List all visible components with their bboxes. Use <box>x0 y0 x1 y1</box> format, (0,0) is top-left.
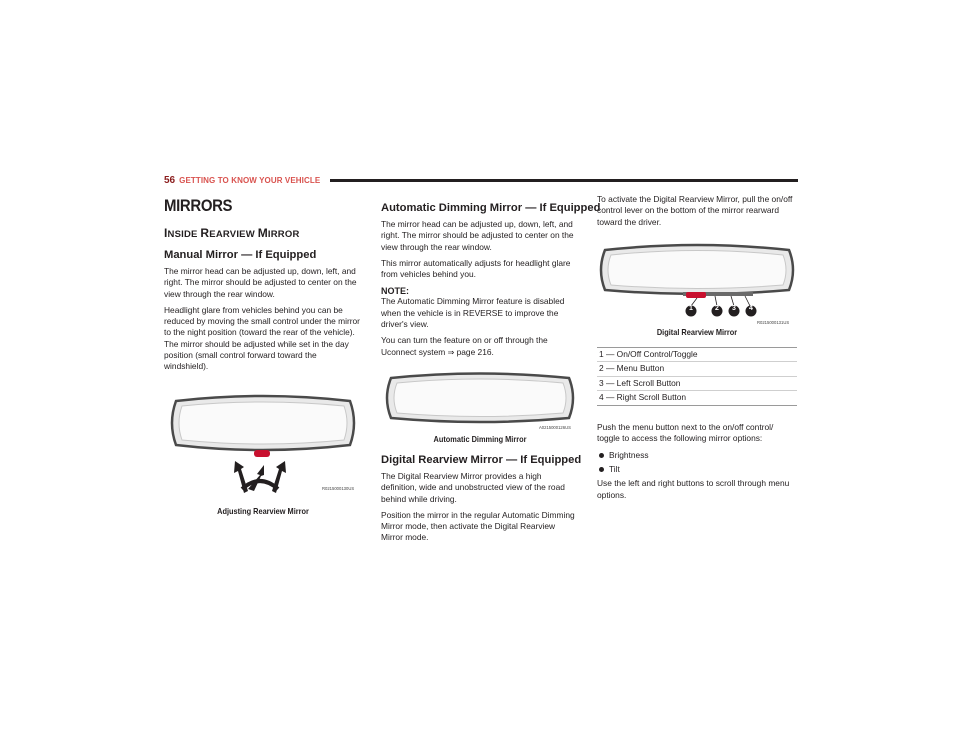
callout-1: 1 <box>689 304 693 312</box>
legend-row: 2 — Menu Button <box>597 362 797 376</box>
callout-legend <box>597 347 797 406</box>
paragraph: You can turn the feature on or off through the Uconnect system ⇒ page 216. <box>381 335 548 357</box>
figure-code: R0215000130US <box>322 485 355 491</box>
figure-caption: Automatic Dimming Mirror <box>433 434 527 444</box>
header-rule <box>330 179 798 182</box>
section-running-title: GETTING TO KNOW YOUR VEHICLE <box>179 175 321 185</box>
list-item: Tilt <box>597 463 797 477</box>
page-header <box>164 172 798 188</box>
note-text: The Automatic Dimming Mirror feature is disabled when the vehicle is in REVERSE to improve the driver's view. <box>381 296 565 330</box>
paragraph: To activate the Digital Rearview Mirror, pull the on/off control lever on the bottom of the mirror rearward toward the driver. <box>597 194 793 227</box>
paragraph: Headlight glare from vehicles behind you can be reduced by moving the small control under the mirror to the night position (toward the rear of the vehicle). The mirror should be adjusted while set in the day position (small control forward toward the windshield). <box>164 304 360 372</box>
callout-4: 4 <box>749 304 753 312</box>
paragraph: Position the mirror in the regular Automatic Dimming Mirror mode, then activate the Digital Rearview Mirror mode. <box>381 509 575 543</box>
list-item: Brightness <box>597 449 797 463</box>
digital-mirror-figure <box>597 240 797 326</box>
figure-code: A0215000126US <box>539 424 571 430</box>
paragraph: The Digital Rearview Mirror provides a high definition, wide and unobstructed view of the road behind while driving. <box>381 470 565 504</box>
mirror-options-list <box>597 449 797 476</box>
auto-dimming-mirror-illustration <box>381 370 579 432</box>
paragraph: The mirror head can be adjusted up, down, left, and right. The mirror should be adjusted to center on the view through the rear window. <box>164 266 357 299</box>
on-off-toggle <box>686 292 706 298</box>
page-reference-icon: ⇒ <box>447 347 455 357</box>
column-1 <box>164 196 362 516</box>
page-number: 56 <box>164 174 176 186</box>
mirror-control-tab <box>254 450 270 457</box>
legend-row: 1 — On/Off Control/Toggle <box>597 348 797 362</box>
callout-2: 2 <box>715 304 719 312</box>
column-2 <box>381 196 601 544</box>
paragraph: Use the left and right buttons to scroll through menu options. <box>597 478 790 500</box>
column-3 <box>597 196 797 501</box>
subsection-heading: INSIDE REARVIEW MIRROR <box>164 226 300 240</box>
paragraph: The mirror head can be adjusted up, down, left, and right. The mirror should be adjusted to center on the view through the rear window. <box>381 219 574 252</box>
note-heading: NOTE: <box>381 286 409 297</box>
digital-mirror-illustration <box>597 240 797 326</box>
section-title: MIRRORS <box>164 196 233 215</box>
digital-mirror-heading: Digital Rearview Mirror — If Equipped <box>381 453 582 466</box>
manual-mirror-heading: Manual Mirror — If Equipped <box>164 249 317 261</box>
legend-row: 3 — Left Scroll Button <box>597 377 797 391</box>
auto-dimming-figure <box>381 370 579 432</box>
figure-code: R0215000131US <box>757 319 790 325</box>
figure-caption: Digital Rearview Mirror <box>656 327 738 337</box>
callout-3: 3 <box>732 304 736 312</box>
auto-dimming-heading: Automatic Dimming Mirror — If Equipped <box>381 202 601 214</box>
legend-row: 4 — Right Scroll Button <box>597 391 797 405</box>
adjusting-mirror-figure <box>164 393 362 505</box>
paragraph: Push the menu button next to the on/off control/ toggle to access the following mirror options: <box>597 421 774 443</box>
paragraph: This mirror automatically adjusts for headlight glare from vehicles behind you. <box>381 257 571 280</box>
figure-caption: Adjusting Rearview Mirror <box>217 506 309 516</box>
